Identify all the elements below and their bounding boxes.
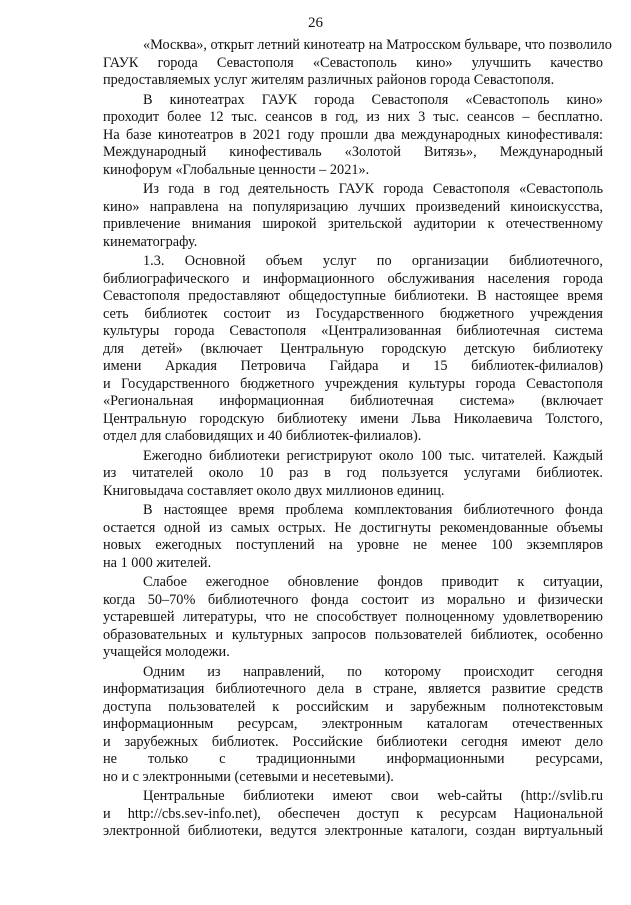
text-line: Из года в год деятельность ГАУК города Севастополя «Севастополь (143, 181, 603, 197)
text-line: на 1 000 жителей. (103, 554, 212, 571)
text-line: Слабое ежегодное обновление фондов приводит к ситуации, (143, 574, 603, 590)
text-line: Центральную городскую библиотеку имени Льва Николаевича Толстого, (103, 410, 603, 427)
text-line: доступа пользователей к российским и зарубежным полнотекстовым (103, 698, 603, 715)
text-line: Центральные библиотеки имеют свои web-сайты (http://svlib.ru (143, 788, 603, 804)
paragraph (103, 664, 603, 787)
text-line: и Государственного бюджетного учреждения культуры города Севастополя (103, 375, 603, 392)
text-line: но и с электронными (сетевыми и несетевыми). (103, 768, 394, 785)
paragraph (103, 574, 603, 662)
text-line: Севастополя предоставляют общедоступные библиотеки. В настоящее время (103, 288, 603, 304)
paragraph (103, 502, 603, 572)
document-body (103, 37, 612, 843)
paragraph (103, 37, 612, 90)
text-line: остается одной из самых острых. Не достигнуты рекомендованные объемы (103, 519, 603, 536)
text-line: кино» направлена на популяризацию лучших произведений киноискусства, (103, 198, 603, 215)
text-line: кинофорум «Глобальные ценности – 2021». (103, 161, 370, 178)
text-line: для детей» (включает Центральную городскую детскую библиотеку (103, 340, 603, 357)
text-line: В кинотеатрах ГАУК города Севастополя «Севастополь кино» (143, 91, 603, 108)
text-line: и зарубежных библиотек. Российские библиотеки сегодня имеют дело (103, 733, 603, 750)
paragraph (103, 92, 603, 180)
text-line: устаревшей литературы, что не способствует полноценному удовлетворению (103, 609, 603, 625)
text-line: ГАУК города Севастополя «Севастополь кино» улучшить качество (103, 54, 603, 71)
text-line: привлечение внимания широкой зрительской аудитории к отечественному (103, 216, 603, 232)
paragraph (103, 788, 603, 841)
text-line: Международный кинофестиваль «Золотой Витязь», Международный (103, 144, 603, 160)
text-line: и http://cbs.sev-info.net), обеспечен доступ к ресурсам Национальной (103, 805, 603, 822)
text-line: новых ежегодных поступлений на уровне не менее 100 экземпляров (103, 537, 603, 553)
text-line: Одним из направлений, по которому происходит сегодня (143, 663, 603, 680)
text-line: культуры города Севастополя «Централизованная библиотечная система (103, 323, 603, 339)
text-line: 1.3. Основной объем услуг по организации библиотечного, (143, 253, 603, 269)
page-number: 26 (308, 15, 323, 31)
text-line: из читателей около 10 раз в год пользуется услугами библиотек. (103, 465, 603, 481)
text-line: предоставляемых услуг жителям различных районов города Севастополя. (103, 72, 555, 88)
text-line: образовательных и культурных запросов пользователей библиотек, особенно (103, 626, 603, 643)
text-line: учащейся молодежи. (103, 644, 230, 660)
text-line: отдел для слабовидящих и 40 библиотек-филиалов). (103, 428, 422, 444)
text-line: сеть библиотек состоит из Государственного бюджетного учреждения (103, 305, 603, 322)
text-line: информационным ресурсам, электронным каталогам отечественных (103, 716, 603, 732)
text-line: не только с традиционными информационными ресурсами, (103, 751, 603, 767)
text-line: электронной библиотеки, ведутся электронные каталоги, создан виртуальный (103, 823, 603, 839)
text-line: проходит более 12 тыс. сеансов в год, из них 3 тыс. сеансов – бесплатно. (103, 109, 603, 125)
text-line: имени Аркадия Петровича Гайдара и 15 библиотек-филиалов) (103, 358, 603, 374)
text-line: Книговыдача составляет около двух миллионов единиц. (103, 482, 445, 499)
text-line: «Москва», открыт летний кинотеатр на Матросском бульваре, что позволило (143, 37, 612, 53)
text-line: На базе кинотеатров в 2021 году прошли два международных кинофестиваля: (103, 126, 603, 143)
text-line: кинематографу. (103, 233, 198, 250)
text-line: библиографического и информационного обслуживания населения города (103, 270, 603, 287)
text-line: когда 50–70% библиотечного фонда состоит из морально и физически (103, 591, 603, 608)
paragraph (103, 448, 603, 501)
text-line: информатизация библиотечного дела в стране, является развитие средств (103, 681, 603, 697)
text-line: В настоящее время проблема комплектования библиотечного фонда (143, 502, 603, 518)
text-line: «Региональная информационная библиотечная система» (включает (103, 393, 603, 409)
text-line: Ежегодно библиотеки регистрируют около 100 тыс. читателей. Каждый (143, 447, 603, 464)
paragraph (103, 181, 603, 251)
paragraph (103, 253, 603, 446)
